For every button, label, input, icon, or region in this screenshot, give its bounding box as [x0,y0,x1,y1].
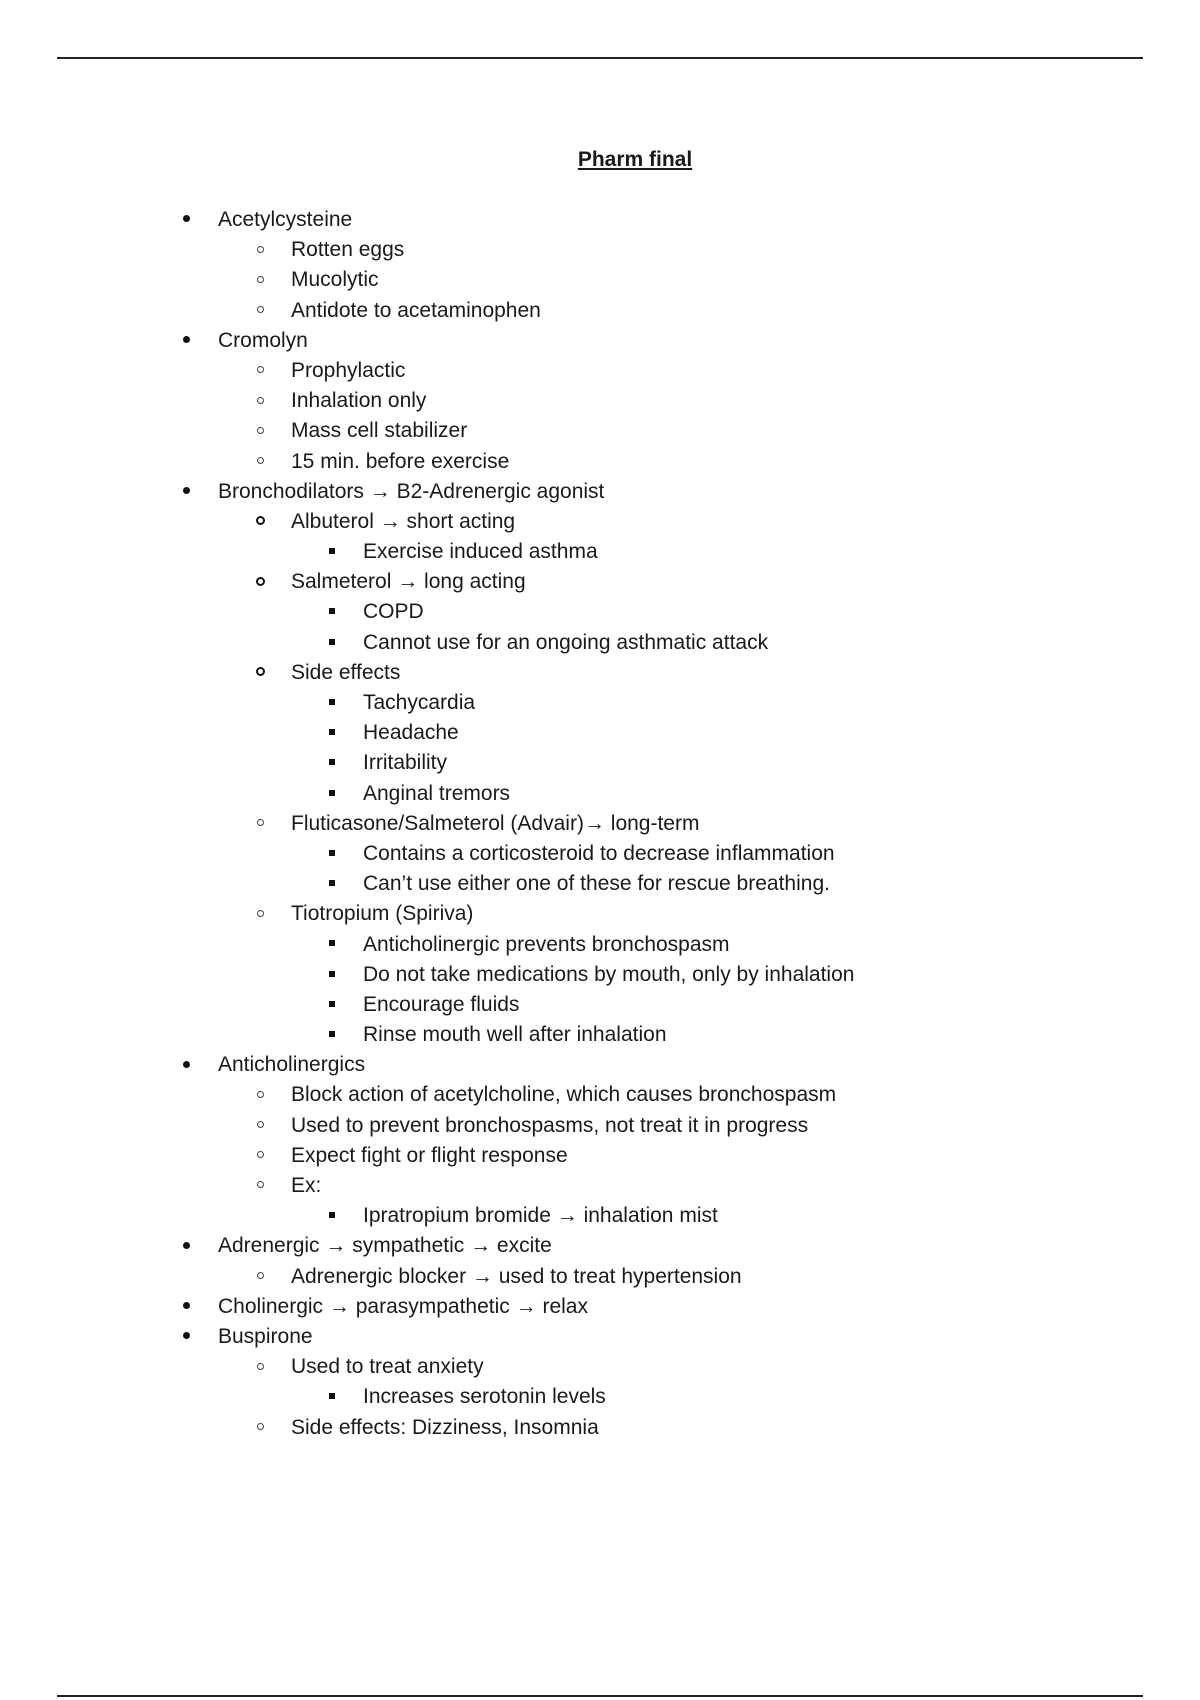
bullet-disc-icon [176,326,196,356]
bullet-circle-icon [250,1262,270,1292]
outline-item-text: Mucolytic [291,268,379,292]
outline-item-text: Can’t use either one of these for rescue breathing. [363,872,830,896]
bullet-square-icon [322,1201,342,1231]
outline-item-text: Rotten eggs [291,238,405,262]
bullet-square-icon [322,869,342,899]
outline-item-text: Anticholinergics [218,1053,366,1077]
outline-item-level-2 [0,235,1200,265]
outline-item-level-2 [0,809,1200,839]
outline-item-level-1 [0,1050,1200,1080]
bullet-circle-icon [250,567,270,597]
outline-item-level-2 [0,1413,1200,1443]
outline-item-level-3 [0,779,1200,809]
outline-item-text: Side effects: Dizziness, Insomnia [291,1415,599,1439]
outline-item-text: Do not take medications by mouth, only by inhalation [363,962,855,986]
outline-item-text: Anticholinergic prevents bronchospasm [363,932,730,956]
outline-item-text: Used to treat anxiety [291,1355,484,1379]
outline-item-text: Cannot use for an ongoing asthmatic attack [363,630,769,654]
outline-item-text: Albuterol → short acting [291,509,516,533]
outline-item-level-3 [0,839,1200,869]
outline-item-level-1 [0,1322,1200,1352]
bullet-square-icon [322,628,342,658]
outline-item-text: Rinse mouth well after inhalation [363,1023,667,1047]
outline-item-text: Exercise induced asthma [363,540,598,564]
bullet-circle-icon [250,809,270,839]
bullet-circle-icon [250,265,270,295]
outline-item-text: Side effects [291,660,401,684]
bullet-square-icon [322,779,342,809]
outline-item-level-2 [0,386,1200,416]
outline-item-level-2 [0,899,1200,929]
outline-item-level-3 [0,1020,1200,1050]
bullet-circle-icon [250,447,270,477]
footer-rule [57,1695,1143,1697]
outline-item-text: Adrenergic blocker → used to treat hypertension [291,1264,742,1288]
outline-item-level-3 [0,718,1200,748]
bullet-circle-icon [250,356,270,386]
header-rule [57,57,1143,59]
outline-item-level-2 [0,1171,1200,1201]
outline-item-level-2 [0,658,1200,688]
outline-item-level-3 [0,748,1200,778]
outline-item-text: Expect fight or flight response [291,1143,568,1167]
bullet-square-icon [322,718,342,748]
outline-item-level-2 [0,1262,1200,1292]
outline-item-text: Inhalation only [291,389,427,413]
outline-item-text: Anginal tremors [363,781,511,805]
page-title: Pharm final [577,148,693,171]
bullet-circle-icon [250,1413,270,1443]
outline-item-level-1 [0,326,1200,356]
outline-item-text: Antidote to acetaminophen [291,298,541,322]
bullet-square-icon [322,930,342,960]
outline-item-text: Encourage fluids [363,992,520,1016]
outline-item-level-2 [0,356,1200,386]
bullet-disc-icon [176,477,196,507]
bullet-disc-icon [176,1322,196,1352]
bullet-disc-icon [176,205,196,235]
outline-item-text: Headache [363,721,459,745]
outline-item-level-2 [0,416,1200,446]
bullet-circle-icon [250,416,270,446]
outline-item-level-3 [0,990,1200,1020]
bullet-circle-icon [250,899,270,929]
bullet-disc-icon [176,1231,196,1261]
outline-item-text: Cholinergic → parasympathetic → relax [218,1294,588,1318]
bullet-square-icon [322,537,342,567]
bullet-circle-icon [250,507,270,537]
bullet-square-icon [322,1382,342,1412]
outline-item-level-2 [0,1141,1200,1171]
bullet-disc-icon [176,1292,196,1322]
bullet-square-icon [322,990,342,1020]
bullet-square-icon [322,1020,342,1050]
outline-item-level-3 [0,628,1200,658]
outline-item-text: Used to prevent bronchospasms, not treat it in progress [291,1113,809,1137]
bullet-disc-icon [176,1050,196,1080]
bullet-circle-icon [250,1352,270,1382]
outline-item-level-3 [0,869,1200,899]
bullet-square-icon [322,748,342,778]
bullet-square-icon [322,960,342,990]
outline-item-level-3 [0,960,1200,990]
outline-item-level-1 [0,1292,1200,1322]
bullet-circle-icon [250,235,270,265]
notes-outline [0,205,1200,1443]
outline-item-level-2 [0,265,1200,295]
bullet-circle-icon [250,1080,270,1110]
outline-item-level-3 [0,537,1200,567]
outline-item-text: Salmeterol → long acting [291,570,526,594]
outline-item-text: Acetylcysteine [218,208,353,231]
outline-item-text: Ex: [291,1174,322,1197]
outline-item-text: Contains a corticosteroid to decrease inflammation [363,841,835,865]
outline-item-level-3 [0,688,1200,718]
outline-item-level-2 [0,296,1200,326]
outline-item-text: Increases serotonin levels [363,1385,606,1409]
outline-item-text: COPD [363,600,424,624]
outline-item-text: Block action of acetylcholine, which causes bronchospasm [291,1083,837,1107]
bullet-circle-icon [250,1141,270,1171]
bullet-circle-icon [250,386,270,416]
outline-item-text: Irritability [363,751,448,775]
outline-item-text: Fluticasone/Salmeterol (Advair)→ long-term [291,811,700,835]
outline-item-text: Tachycardia [363,691,476,714]
outline-item-text: Adrenergic → sympathetic → excite [218,1234,552,1258]
outline-item-text: Ipratropium bromide → inhalation mist [363,1204,718,1228]
outline-item-text: Cromolyn [218,328,308,352]
bullet-circle-icon [250,658,270,688]
outline-item-level-3 [0,597,1200,627]
outline-item-level-3 [0,1201,1200,1231]
outline-item-level-2 [0,1080,1200,1110]
outline-item-text: Prophylactic [291,358,406,382]
outline-item-level-3 [0,930,1200,960]
outline-item-text: Buspirone [218,1324,313,1348]
bullet-square-icon [322,597,342,627]
outline-item-level-1 [0,205,1200,235]
outline-item-level-2 [0,447,1200,477]
outline-item-text: 15 min. before exercise [291,449,510,473]
outline-item-level-1 [0,1231,1200,1261]
outline-item-text: Tiotropium (Spiriva) [291,902,474,926]
bullet-square-icon [322,688,342,718]
outline-item-level-2 [0,1111,1200,1141]
bullet-circle-icon [250,296,270,326]
outline-item-text: Mass cell stabilizer [291,419,468,443]
bullet-square-icon [322,839,342,869]
outline-item-level-1 [0,477,1200,507]
outline-item-level-2 [0,1352,1200,1382]
bullet-circle-icon [250,1111,270,1141]
bullet-circle-icon [250,1171,270,1201]
outline-item-text: Bronchodilators → B2-Adrenergic agonist [218,479,605,503]
outline-item-level-2 [0,507,1200,537]
outline-item-level-2 [0,567,1200,597]
outline-item-level-3 [0,1382,1200,1412]
